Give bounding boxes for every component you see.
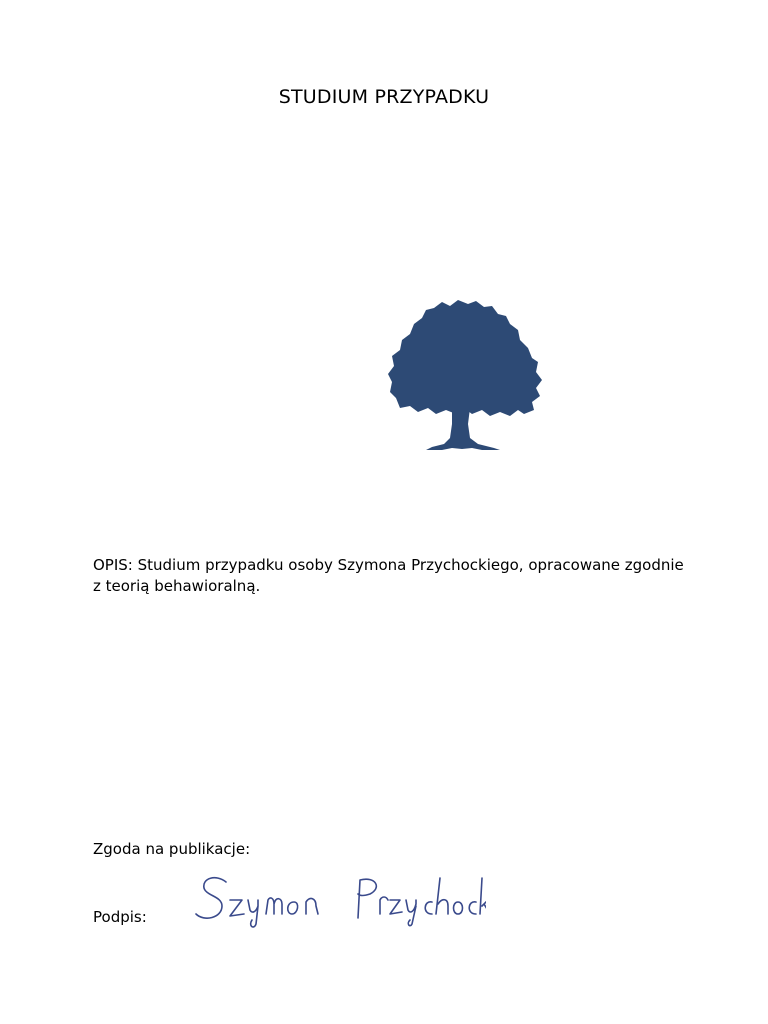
- tree-icon: [386, 298, 544, 454]
- handwritten-signature: [186, 866, 486, 930]
- consent-label: Zgoda na publikacje:: [93, 840, 251, 858]
- description-text: OPIS: Studium przypadku osoby Szymona Przychockiego, opracowane zgodnie z teorią behawioralną.: [93, 556, 684, 595]
- signature-label: Podpis:: [93, 908, 147, 926]
- document-title: STUDIUM PRZYPADKU: [278, 86, 490, 108]
